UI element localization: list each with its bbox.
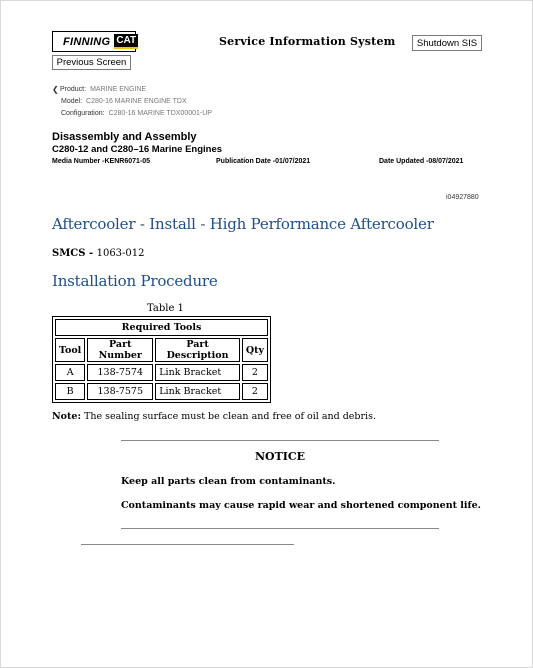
part-description-cell: Link Bracket	[155, 364, 240, 381]
note-label: Note:	[52, 411, 81, 422]
qty-cell: 2	[242, 364, 268, 381]
table-row	[55, 383, 268, 400]
finning-cat-logo	[52, 31, 136, 52]
shutdown-button[interactable]: Shutdown SIS	[412, 35, 482, 51]
footer-divider	[81, 544, 294, 545]
publication-date: Publication Date -01/07/2021	[216, 158, 311, 165]
notice-heading: NOTICE	[254, 450, 306, 463]
breadcrumb	[52, 84, 212, 120]
column-header: Tool	[55, 338, 85, 362]
date-updated: Date Updated -08/07/2021	[379, 158, 464, 165]
note-text: The sealing surface must be clean and free of oil and debris.	[80, 411, 376, 422]
note	[52, 411, 376, 422]
crumb-configuration	[52, 108, 212, 120]
table-title: Required Tools	[55, 319, 268, 336]
system-title: Service Information System	[219, 35, 396, 48]
smcs-label: SMCS -	[52, 248, 97, 259]
document-id: i04927880	[446, 194, 479, 201]
notice-bottom-divider	[121, 528, 439, 529]
media-number: Media Number -KENR6071-05	[52, 158, 151, 165]
part-number-cell: 138-7574	[87, 364, 153, 381]
configuration-value: C280-16 MARINE TDX00001-UP	[108, 110, 212, 117]
product-value: MARINE ENGINE	[90, 86, 147, 93]
required-tools-table	[52, 316, 271, 403]
previous-screen-button[interactable]: Previous Screen	[52, 55, 131, 70]
model-value: C280-16 MARINE ENGINE TDX	[86, 98, 187, 105]
logo-text: FINNING	[63, 35, 111, 48]
table-row	[55, 364, 268, 381]
column-header: Part Description	[155, 338, 240, 362]
document-title: Disassembly and Assembly	[52, 131, 197, 143]
column-header: Qty	[242, 338, 268, 362]
part-description-cell: Link Bracket	[155, 383, 240, 400]
crumb-model	[52, 96, 212, 108]
section-heading: Installation Procedure	[52, 272, 218, 290]
qty-cell: 2	[242, 383, 268, 400]
part-number-cell: 138-7575	[87, 383, 153, 400]
notice-top-divider	[121, 440, 439, 441]
back-arrow-icon[interactable]: ❮	[52, 85, 59, 94]
document-subtitle: C280-12 and C280–16 Marine Engines	[52, 144, 223, 155]
table-header-row	[55, 338, 268, 362]
notice-line-1: Keep all parts clean from contaminants.	[121, 476, 336, 487]
tool-cell: B	[55, 383, 85, 400]
table-caption: Table 1	[147, 303, 184, 314]
smcs-line	[52, 248, 145, 259]
table-title-row	[55, 319, 268, 336]
column-header: Part Number	[87, 338, 153, 362]
configuration-label: Configuration:	[61, 110, 105, 117]
product-label: Product:	[60, 86, 87, 93]
model-label: Model:	[61, 98, 83, 105]
crumb-product[interactable]	[52, 84, 212, 96]
tool-cell: A	[55, 364, 85, 381]
cat-badge: CAT	[114, 34, 138, 49]
notice-line-2: Contaminants may cause rapid wear and shortened component life.	[121, 500, 481, 511]
page-heading: Aftercooler - Install - High Performance Aftercooler	[52, 215, 434, 233]
smcs-value: 1063-012	[96, 248, 145, 259]
